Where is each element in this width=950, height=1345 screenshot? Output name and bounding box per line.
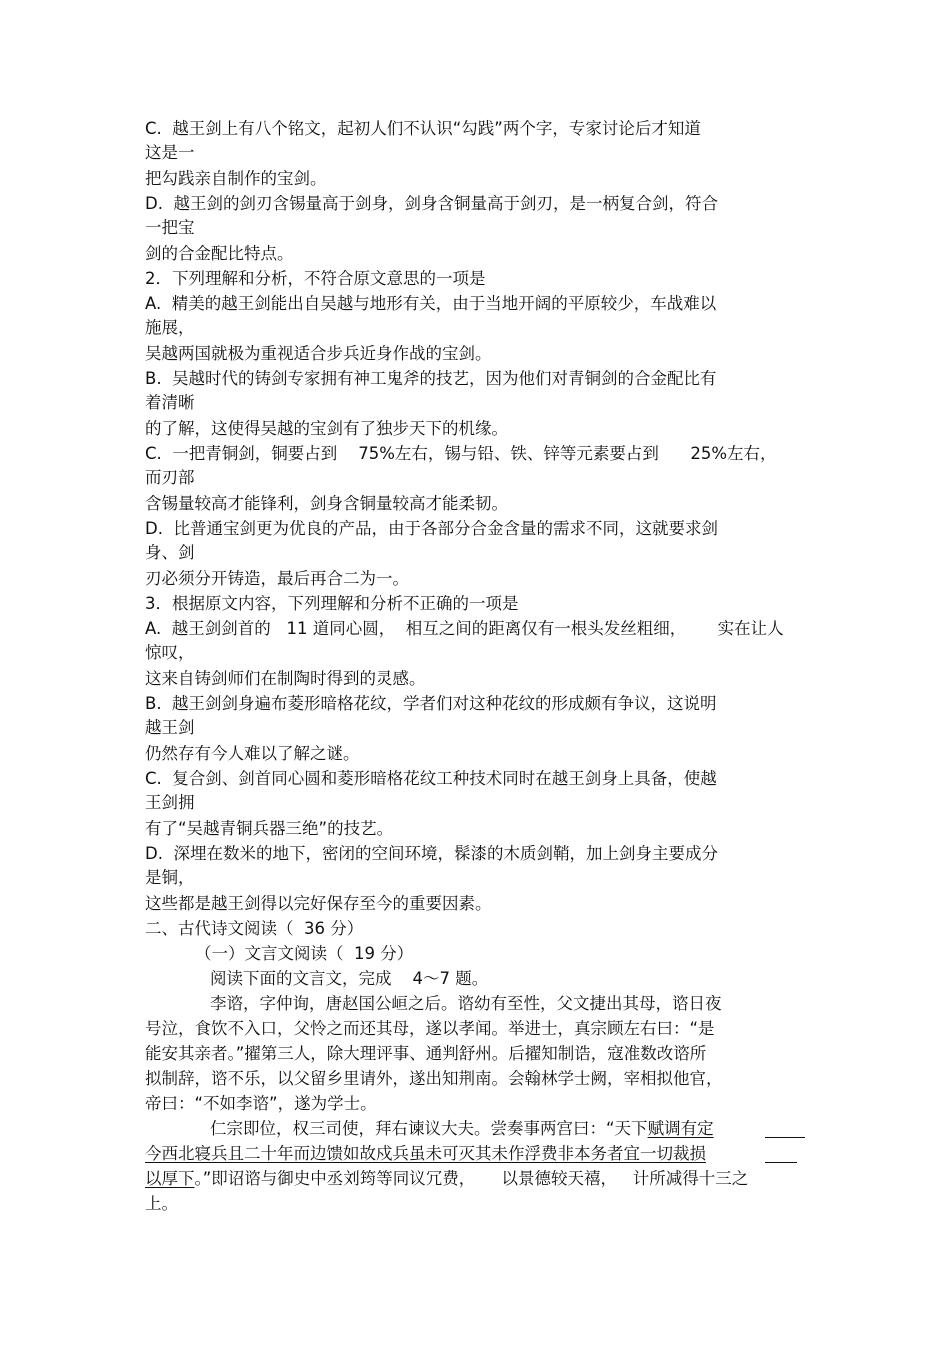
underline-extension bbox=[765, 1162, 797, 1163]
underlined-text: 以厚下 bbox=[145, 1169, 195, 1188]
text-line: 而刃部 bbox=[145, 468, 195, 487]
text-line: 着清晰 bbox=[145, 393, 195, 412]
passage-line: 拟制辞，谘不乐，以父留乡里请外，遂出知荆南。会翰林学士阙，宰相拟他官， bbox=[145, 1069, 723, 1088]
text-line: 惊叹， bbox=[145, 643, 195, 662]
text-line: C. 复合剑、剑首同心圆和菱形暗格花纹工种技术同时在越王剑身上具备，使越 bbox=[145, 769, 717, 788]
text-line: 这是一 bbox=[145, 143, 195, 162]
underline-extension bbox=[765, 1137, 805, 1138]
text-line: B. 越王剑剑身遍布菱形暗格花纹，学者们对这种花纹的形成颇有争议，这说明 bbox=[145, 694, 717, 713]
passage-line: 帝曰：“不如李谘”，遂为学士。 bbox=[145, 1094, 377, 1113]
text-line: 一把宝 bbox=[145, 218, 195, 237]
text-line: 有了“吴越青铜兵器三绝”的技艺。 bbox=[145, 819, 394, 838]
text-line: D. 比普通宝剑更为优良的产品，由于各部分合金含量的需求不同，这就要求剑 bbox=[145, 519, 718, 538]
text-line: 身、剑 bbox=[145, 543, 195, 562]
text-line: 仍然存有今人难以了解之谜。 bbox=[145, 744, 360, 763]
text-line: C. 越王剑上有八个铭文，起初人们不认识“勾践”两个字，专家讨论后才知道 bbox=[145, 119, 701, 138]
passage-line: 李谘，字仲询，唐赵国公峘之后。谘幼有至性，父文捷出其母，谘日夜 bbox=[210, 994, 722, 1013]
underlined-text: 赋调有定 bbox=[647, 1119, 714, 1138]
subsection-heading: （一）文言文阅读（ 19 分） bbox=[195, 944, 414, 963]
passage-line: 上。 bbox=[145, 1194, 178, 1213]
text-line: D. 深埋在数米的地下，密闭的空间环境，髹漆的木质剑鞘，加上剑身主要成分 bbox=[145, 844, 718, 863]
passage-text: 仁宗即位，权三司使，拜右谏议大夫。尝奏事两宫曰：“天下 bbox=[210, 1119, 648, 1138]
text-line: 含锡量较高才能锋利，剑身含铜量较高才能柔韧。 bbox=[145, 494, 508, 513]
text-line: D. 越王剑的剑刃含锡量高于剑身，剑身含铜量高于剑刃，是一柄复合剑，符合 bbox=[145, 194, 718, 213]
text-line: 施展， bbox=[145, 318, 195, 337]
text-line: 的了解，这使得吴越的宝剑有了独步天下的机缘。 bbox=[145, 419, 508, 438]
text-line: B. 吴越时代的铸剑专家拥有神工鬼斧的技艺，因为他们对青铜剑的合金配比有 bbox=[145, 369, 717, 388]
question-heading: 2．下列理解和分析，不符合原文意思的一项是 bbox=[145, 269, 486, 288]
text-line: 王剑拥 bbox=[145, 793, 195, 812]
passage-line: 号泣，食饮不入口，父怜之而还其母，遂以孝闻。举进士，真宗顾左右曰：“是 bbox=[145, 1019, 715, 1038]
passage-line: 能安其亲者。”擢第三人，除大理评事、通判舒州。后擢知制诰，寇准数改谘所 bbox=[145, 1044, 707, 1063]
text-line: 这些都是越王剑得以完好保存至今的重要因素。 bbox=[145, 894, 492, 913]
text-line: 把勾践亲自制作的宝剑。 bbox=[145, 169, 327, 188]
question-heading: 3．根据原文内容，下列理解和分析不正确的一项是 bbox=[145, 594, 519, 613]
text-line: 刃必须分开铸造，最后再合二为一。 bbox=[145, 569, 409, 588]
text-line: A. 越王剑剑首的 11 道同心圆， 相互之间的距离仅有一根头发丝粗细， 实在让人 bbox=[145, 619, 784, 638]
text-line: 剑的合金配比特点。 bbox=[145, 244, 294, 263]
text-line: A. 精美的越王剑能出自吴越与地形有关，由于当地开阔的平原较少，车战难以 bbox=[145, 294, 717, 313]
passage-line bbox=[210, 1118, 714, 1140]
text-line: 越王剑 bbox=[145, 718, 195, 737]
text-line: C. 一把青铜剑，铜要占到 75%左右，锡与铅、铁、锌等元素要占到 25%左右， bbox=[145, 444, 777, 463]
section-heading: 二、古代诗文阅读（ 36 分） bbox=[145, 919, 364, 938]
passage-text: 。”即诏谘与御史中丞刘筠等同议冗费， 以景德较天禧， 计所减得十三之 bbox=[194, 1169, 749, 1188]
text-line: 是铜， bbox=[145, 868, 195, 887]
passage-line bbox=[145, 1168, 748, 1190]
text-line: 吴越两国就极为重视适合步兵近身作战的宝剑。 bbox=[145, 344, 492, 363]
underlined-text: 今西北寝兵且二十年而边馈如故戍兵虽未可灭其未作浮费非本务者宜一切裁损 bbox=[145, 1144, 706, 1163]
text-line: 这来自铸剑师们在制陶时得到的灵感。 bbox=[145, 669, 426, 688]
instruction-line: 阅读下面的文言文，完成 4～7 题。 bbox=[210, 969, 489, 988]
passage-line bbox=[145, 1143, 706, 1165]
